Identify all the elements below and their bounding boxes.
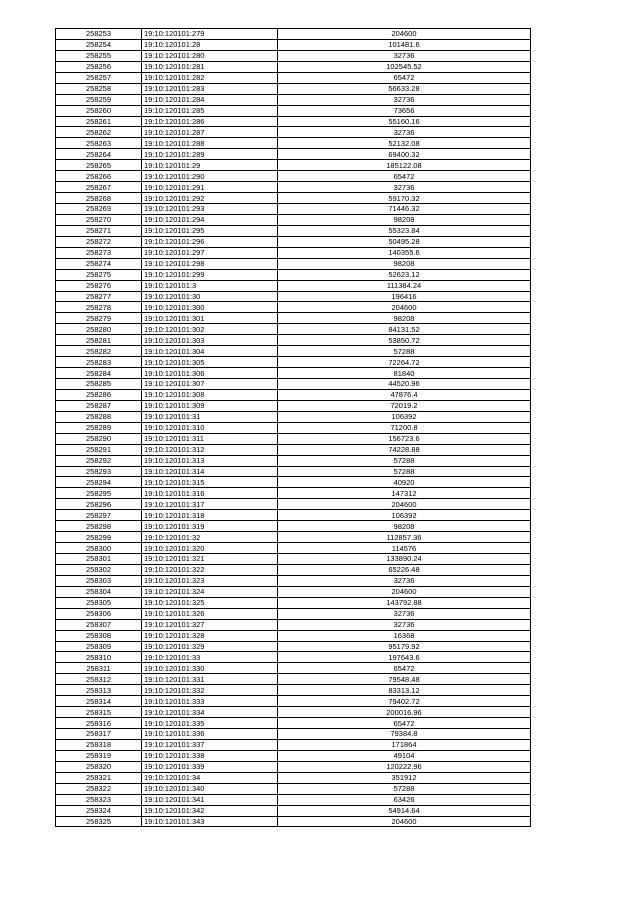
value-cell: 57288 xyxy=(278,346,531,357)
value-cell: 79548.48 xyxy=(278,674,531,685)
value-cell: 79402.72 xyxy=(278,696,531,707)
table-row xyxy=(56,564,531,575)
row-number-cell: 258276 xyxy=(56,280,142,291)
table-row xyxy=(56,554,531,565)
cadastral-number-cell: 19:10:120101:325 xyxy=(142,597,278,608)
table-row xyxy=(56,444,531,455)
row-number-cell: 258310 xyxy=(56,652,142,663)
cadastral-number-cell: 19:10:120101:279 xyxy=(142,29,278,40)
row-number-cell: 258264 xyxy=(56,149,142,160)
cadastral-number-cell: 19:10:120101:340 xyxy=(142,783,278,794)
row-number-cell: 258265 xyxy=(56,160,142,171)
value-cell: 52132.08 xyxy=(278,138,531,149)
value-cell: 32736 xyxy=(278,608,531,619)
row-number-cell: 258311 xyxy=(56,663,142,674)
row-number-cell: 258282 xyxy=(56,346,142,357)
row-number-cell: 258256 xyxy=(56,61,142,72)
cadastral-number-cell: 19:10:120101:306 xyxy=(142,368,278,379)
row-number-cell: 258287 xyxy=(56,400,142,411)
cadastral-number-cell: 19:10:120101:31 xyxy=(142,411,278,422)
value-cell: 98208 xyxy=(278,214,531,225)
table-row xyxy=(56,499,531,510)
value-cell: 98208 xyxy=(278,521,531,532)
cadastral-number-cell: 19:10:120101:339 xyxy=(142,761,278,772)
table-row xyxy=(56,160,531,171)
row-number-cell: 258302 xyxy=(56,564,142,575)
table-row xyxy=(56,182,531,193)
value-cell: 106392 xyxy=(278,510,531,521)
table-row xyxy=(56,247,531,258)
table-row xyxy=(56,466,531,477)
row-number-cell: 258314 xyxy=(56,696,142,707)
value-cell: 59170.32 xyxy=(278,193,531,204)
row-number-cell: 258308 xyxy=(56,630,142,641)
cadastral-number-cell: 19:10:120101:33 xyxy=(142,652,278,663)
cadastral-number-cell: 19:10:120101:314 xyxy=(142,466,278,477)
cadastral-number-cell: 19:10:120101:304 xyxy=(142,346,278,357)
table-row xyxy=(56,313,531,324)
row-number-cell: 258321 xyxy=(56,772,142,783)
cadastral-number-cell: 19:10:120101:316 xyxy=(142,488,278,499)
cadastral-number-cell: 19:10:120101:324 xyxy=(142,586,278,597)
table-row xyxy=(56,127,531,138)
table-row xyxy=(56,39,531,50)
table-row xyxy=(56,302,531,313)
table-row xyxy=(56,696,531,707)
cadastral-number-cell: 19:10:120101:335 xyxy=(142,718,278,729)
table-row xyxy=(56,685,531,696)
row-number-cell: 258297 xyxy=(56,510,142,521)
value-cell: 204600 xyxy=(278,29,531,40)
cadastral-number-cell: 19:10:120101:327 xyxy=(142,619,278,630)
value-cell: 57288 xyxy=(278,466,531,477)
table-row xyxy=(56,794,531,805)
table-row xyxy=(56,718,531,729)
value-cell: 69400.32 xyxy=(278,149,531,160)
table-row xyxy=(56,575,531,586)
table-row xyxy=(56,630,531,641)
cadastral-number-cell: 19:10:120101:333 xyxy=(142,696,278,707)
table-row xyxy=(56,72,531,83)
table-row xyxy=(56,61,531,72)
row-number-cell: 258260 xyxy=(56,105,142,116)
cadastral-number-cell: 19:10:120101:329 xyxy=(142,641,278,652)
value-cell: 102545.52 xyxy=(278,61,531,72)
row-number-cell: 258257 xyxy=(56,72,142,83)
cadastral-number-cell: 19:10:120101:319 xyxy=(142,521,278,532)
cadastral-number-cell: 19:10:120101:320 xyxy=(142,543,278,554)
table-row xyxy=(56,389,531,400)
value-cell: 200016.96 xyxy=(278,707,531,718)
value-cell: 50495.28 xyxy=(278,236,531,247)
value-cell: 55323.84 xyxy=(278,225,531,236)
value-cell: 140355.6 xyxy=(278,247,531,258)
value-cell: 120222.96 xyxy=(278,761,531,772)
row-number-cell: 258304 xyxy=(56,586,142,597)
table-row xyxy=(56,663,531,674)
table-row xyxy=(56,400,531,411)
table-row xyxy=(56,379,531,390)
row-number-cell: 258253 xyxy=(56,29,142,40)
cadastral-number-cell: 19:10:120101:299 xyxy=(142,269,278,280)
row-number-cell: 258318 xyxy=(56,739,142,750)
table-row xyxy=(56,783,531,794)
value-cell: 71200.8 xyxy=(278,422,531,433)
table-row xyxy=(56,521,531,532)
value-cell: 143792.88 xyxy=(278,597,531,608)
cadastral-number-cell: 19:10:120101:313 xyxy=(142,455,278,466)
table-row xyxy=(56,532,531,543)
row-number-cell: 258309 xyxy=(56,641,142,652)
row-number-cell: 258272 xyxy=(56,236,142,247)
value-cell: 32736 xyxy=(278,182,531,193)
table-row xyxy=(56,83,531,94)
row-number-cell: 258273 xyxy=(56,247,142,258)
value-cell: 185122.08 xyxy=(278,160,531,171)
cadastral-number-cell: 19:10:120101:305 xyxy=(142,357,278,368)
table-row xyxy=(56,29,531,40)
row-number-cell: 258254 xyxy=(56,39,142,50)
row-number-cell: 258322 xyxy=(56,783,142,794)
value-cell: 32736 xyxy=(278,127,531,138)
row-number-cell: 258300 xyxy=(56,543,142,554)
value-cell: 56633.28 xyxy=(278,83,531,94)
table-row xyxy=(56,138,531,149)
table-row xyxy=(56,291,531,302)
table-row xyxy=(56,707,531,718)
table-row xyxy=(56,335,531,346)
cadastral-number-cell: 19:10:120101:334 xyxy=(142,707,278,718)
value-cell: 72264.72 xyxy=(278,357,531,368)
cadastral-number-cell: 19:10:120101:303 xyxy=(142,335,278,346)
table-row xyxy=(56,225,531,236)
value-cell: 52623.12 xyxy=(278,269,531,280)
table-row xyxy=(56,543,531,554)
value-cell: 73656 xyxy=(278,105,531,116)
value-cell: 65226.48 xyxy=(278,564,531,575)
cadastral-number-cell: 19:10:120101:321 xyxy=(142,554,278,565)
row-number-cell: 258255 xyxy=(56,50,142,61)
row-number-cell: 258278 xyxy=(56,302,142,313)
value-cell: 84131.52 xyxy=(278,324,531,335)
table-row xyxy=(56,477,531,488)
cadastral-number-cell: 19:10:120101:326 xyxy=(142,608,278,619)
cadastral-number-cell: 19:10:120101:323 xyxy=(142,575,278,586)
row-number-cell: 258316 xyxy=(56,718,142,729)
cadastral-number-cell: 19:10:120101:284 xyxy=(142,94,278,105)
cadastral-number-cell: 19:10:120101:311 xyxy=(142,433,278,444)
row-number-cell: 258280 xyxy=(56,324,142,335)
cadastral-number-cell: 19:10:120101:28 xyxy=(142,39,278,50)
row-number-cell: 258317 xyxy=(56,729,142,740)
value-cell: 32736 xyxy=(278,619,531,630)
table-row xyxy=(56,586,531,597)
table-row xyxy=(56,597,531,608)
row-number-cell: 258289 xyxy=(56,422,142,433)
row-number-cell: 258269 xyxy=(56,204,142,215)
table-row xyxy=(56,422,531,433)
row-number-cell: 258319 xyxy=(56,750,142,761)
row-number-cell: 258325 xyxy=(56,816,142,827)
row-number-cell: 258279 xyxy=(56,313,142,324)
table-row xyxy=(56,652,531,663)
value-cell: 81840 xyxy=(278,368,531,379)
cadastral-number-cell: 19:10:120101:318 xyxy=(142,510,278,521)
value-cell: 79384.8 xyxy=(278,729,531,740)
cadastral-number-cell: 19:10:120101:338 xyxy=(142,750,278,761)
row-number-cell: 258285 xyxy=(56,379,142,390)
cadastral-number-cell: 19:10:120101:332 xyxy=(142,685,278,696)
cadastral-number-cell: 19:10:120101:291 xyxy=(142,182,278,193)
cadastral-number-cell: 19:10:120101:307 xyxy=(142,379,278,390)
row-number-cell: 258262 xyxy=(56,127,142,138)
data-table xyxy=(55,28,531,827)
table-row xyxy=(56,171,531,182)
row-number-cell: 258267 xyxy=(56,182,142,193)
row-number-cell: 258275 xyxy=(56,269,142,280)
row-number-cell: 258268 xyxy=(56,193,142,204)
table-body xyxy=(56,29,531,827)
table-row xyxy=(56,116,531,127)
cadastral-number-cell: 19:10:120101:302 xyxy=(142,324,278,335)
value-cell: 57288 xyxy=(278,783,531,794)
row-number-cell: 258293 xyxy=(56,466,142,477)
document-page xyxy=(55,28,531,827)
value-cell: 55160.16 xyxy=(278,116,531,127)
row-number-cell: 258284 xyxy=(56,368,142,379)
value-cell: 204600 xyxy=(278,586,531,597)
cadastral-number-cell: 19:10:120101:3 xyxy=(142,280,278,291)
value-cell: 133890.24 xyxy=(278,554,531,565)
row-number-cell: 258320 xyxy=(56,761,142,772)
cadastral-number-cell: 19:10:120101:298 xyxy=(142,258,278,269)
table-row xyxy=(56,433,531,444)
cadastral-number-cell: 19:10:120101:336 xyxy=(142,729,278,740)
cadastral-number-cell: 19:10:120101:295 xyxy=(142,225,278,236)
table-row xyxy=(56,149,531,160)
value-cell: 95179.92 xyxy=(278,641,531,652)
cadastral-number-cell: 19:10:120101:315 xyxy=(142,477,278,488)
value-cell: 32736 xyxy=(278,575,531,586)
row-number-cell: 258323 xyxy=(56,794,142,805)
value-cell: 171864 xyxy=(278,739,531,750)
cadastral-number-cell: 19:10:120101:328 xyxy=(142,630,278,641)
value-cell: 351912 xyxy=(278,772,531,783)
value-cell: 32736 xyxy=(278,94,531,105)
row-number-cell: 258274 xyxy=(56,258,142,269)
row-number-cell: 258259 xyxy=(56,94,142,105)
cadastral-number-cell: 19:10:120101:330 xyxy=(142,663,278,674)
row-number-cell: 258290 xyxy=(56,433,142,444)
cadastral-number-cell: 19:10:120101:280 xyxy=(142,50,278,61)
value-cell: 156723.6 xyxy=(278,433,531,444)
row-number-cell: 258261 xyxy=(56,116,142,127)
table-row xyxy=(56,619,531,630)
cadastral-number-cell: 19:10:120101:297 xyxy=(142,247,278,258)
row-number-cell: 258295 xyxy=(56,488,142,499)
row-number-cell: 258258 xyxy=(56,83,142,94)
value-cell: 114576 xyxy=(278,543,531,554)
table-row xyxy=(56,674,531,685)
value-cell: 111384.24 xyxy=(278,280,531,291)
value-cell: 47876.4 xyxy=(278,389,531,400)
value-cell: 44520.96 xyxy=(278,379,531,390)
cadastral-number-cell: 19:10:120101:308 xyxy=(142,389,278,400)
value-cell: 197643.6 xyxy=(278,652,531,663)
cadastral-number-cell: 19:10:120101:293 xyxy=(142,204,278,215)
table-row xyxy=(56,324,531,335)
row-number-cell: 258306 xyxy=(56,608,142,619)
cadastral-number-cell: 19:10:120101:341 xyxy=(142,794,278,805)
value-cell: 147312 xyxy=(278,488,531,499)
cadastral-number-cell: 19:10:120101:317 xyxy=(142,499,278,510)
row-number-cell: 258303 xyxy=(56,575,142,586)
row-number-cell: 258324 xyxy=(56,805,142,816)
table-row xyxy=(56,346,531,357)
value-cell: 101481.6 xyxy=(278,39,531,50)
cadastral-number-cell: 19:10:120101:331 xyxy=(142,674,278,685)
table-row xyxy=(56,816,531,827)
table-row xyxy=(56,368,531,379)
value-cell: 83313.12 xyxy=(278,685,531,696)
row-number-cell: 258277 xyxy=(56,291,142,302)
row-number-cell: 258292 xyxy=(56,455,142,466)
cadastral-number-cell: 19:10:120101:310 xyxy=(142,422,278,433)
value-cell: 98208 xyxy=(278,258,531,269)
cadastral-number-cell: 19:10:120101:283 xyxy=(142,83,278,94)
row-number-cell: 258281 xyxy=(56,335,142,346)
value-cell: 40920 xyxy=(278,477,531,488)
table-row xyxy=(56,280,531,291)
cadastral-number-cell: 19:10:120101:289 xyxy=(142,149,278,160)
cadastral-number-cell: 19:10:120101:294 xyxy=(142,214,278,225)
table-row xyxy=(56,214,531,225)
row-number-cell: 258263 xyxy=(56,138,142,149)
row-number-cell: 258301 xyxy=(56,554,142,565)
cadastral-number-cell: 19:10:120101:322 xyxy=(142,564,278,575)
table-row xyxy=(56,269,531,280)
cadastral-number-cell: 19:10:120101:301 xyxy=(142,313,278,324)
table-row xyxy=(56,193,531,204)
value-cell: 106392 xyxy=(278,411,531,422)
value-cell: 53850.72 xyxy=(278,335,531,346)
row-number-cell: 258299 xyxy=(56,532,142,543)
table-row xyxy=(56,772,531,783)
cadastral-number-cell: 19:10:120101:285 xyxy=(142,105,278,116)
cadastral-number-cell: 19:10:120101:343 xyxy=(142,816,278,827)
value-cell: 16368 xyxy=(278,630,531,641)
value-cell: 32736 xyxy=(278,50,531,61)
cadastral-number-cell: 19:10:120101:281 xyxy=(142,61,278,72)
cadastral-number-cell: 19:10:120101:290 xyxy=(142,171,278,182)
cadastral-number-cell: 19:10:120101:342 xyxy=(142,805,278,816)
row-number-cell: 258294 xyxy=(56,477,142,488)
table-row xyxy=(56,258,531,269)
table-row xyxy=(56,236,531,247)
row-number-cell: 258266 xyxy=(56,171,142,182)
cadastral-number-cell: 19:10:120101:286 xyxy=(142,116,278,127)
table-row xyxy=(56,608,531,619)
cadastral-number-cell: 19:10:120101:30 xyxy=(142,291,278,302)
cadastral-number-cell: 19:10:120101:34 xyxy=(142,772,278,783)
value-cell: 71446.32 xyxy=(278,204,531,215)
value-cell: 204600 xyxy=(278,816,531,827)
cadastral-number-cell: 19:10:120101:288 xyxy=(142,138,278,149)
value-cell: 54914.64 xyxy=(278,805,531,816)
row-number-cell: 258270 xyxy=(56,214,142,225)
value-cell: 112857.36 xyxy=(278,532,531,543)
value-cell: 65472 xyxy=(278,171,531,182)
table-row xyxy=(56,750,531,761)
row-number-cell: 258291 xyxy=(56,444,142,455)
table-row xyxy=(56,739,531,750)
table-row xyxy=(56,455,531,466)
row-number-cell: 258283 xyxy=(56,357,142,368)
table-row xyxy=(56,204,531,215)
value-cell: 98208 xyxy=(278,313,531,324)
value-cell: 204600 xyxy=(278,499,531,510)
table-row xyxy=(56,50,531,61)
cadastral-number-cell: 19:10:120101:32 xyxy=(142,532,278,543)
cadastral-number-cell: 19:10:120101:29 xyxy=(142,160,278,171)
row-number-cell: 258288 xyxy=(56,411,142,422)
table-row xyxy=(56,488,531,499)
row-number-cell: 258271 xyxy=(56,225,142,236)
table-row xyxy=(56,761,531,772)
cadastral-number-cell: 19:10:120101:309 xyxy=(142,400,278,411)
value-cell: 65472 xyxy=(278,72,531,83)
table-row xyxy=(56,105,531,116)
cadastral-number-cell: 19:10:120101:300 xyxy=(142,302,278,313)
row-number-cell: 258312 xyxy=(56,674,142,685)
value-cell: 57288 xyxy=(278,455,531,466)
row-number-cell: 258315 xyxy=(56,707,142,718)
cadastral-number-cell: 19:10:120101:337 xyxy=(142,739,278,750)
table-row xyxy=(56,94,531,105)
value-cell: 65472 xyxy=(278,663,531,674)
row-number-cell: 258305 xyxy=(56,597,142,608)
value-cell: 72019.2 xyxy=(278,400,531,411)
cadastral-number-cell: 19:10:120101:312 xyxy=(142,444,278,455)
value-cell: 63426 xyxy=(278,794,531,805)
value-cell: 49104 xyxy=(278,750,531,761)
row-number-cell: 258313 xyxy=(56,685,142,696)
table-row xyxy=(56,641,531,652)
row-number-cell: 258286 xyxy=(56,389,142,400)
value-cell: 196416 xyxy=(278,291,531,302)
value-cell: 65472 xyxy=(278,718,531,729)
table-row xyxy=(56,729,531,740)
cadastral-number-cell: 19:10:120101:296 xyxy=(142,236,278,247)
value-cell: 204600 xyxy=(278,302,531,313)
cadastral-number-cell: 19:10:120101:282 xyxy=(142,72,278,83)
cadastral-number-cell: 19:10:120101:287 xyxy=(142,127,278,138)
row-number-cell: 258298 xyxy=(56,521,142,532)
table-row xyxy=(56,805,531,816)
table-row xyxy=(56,357,531,368)
table-row xyxy=(56,411,531,422)
row-number-cell: 258307 xyxy=(56,619,142,630)
table-row xyxy=(56,510,531,521)
row-number-cell: 258296 xyxy=(56,499,142,510)
cadastral-number-cell: 19:10:120101:292 xyxy=(142,193,278,204)
value-cell: 74228.88 xyxy=(278,444,531,455)
